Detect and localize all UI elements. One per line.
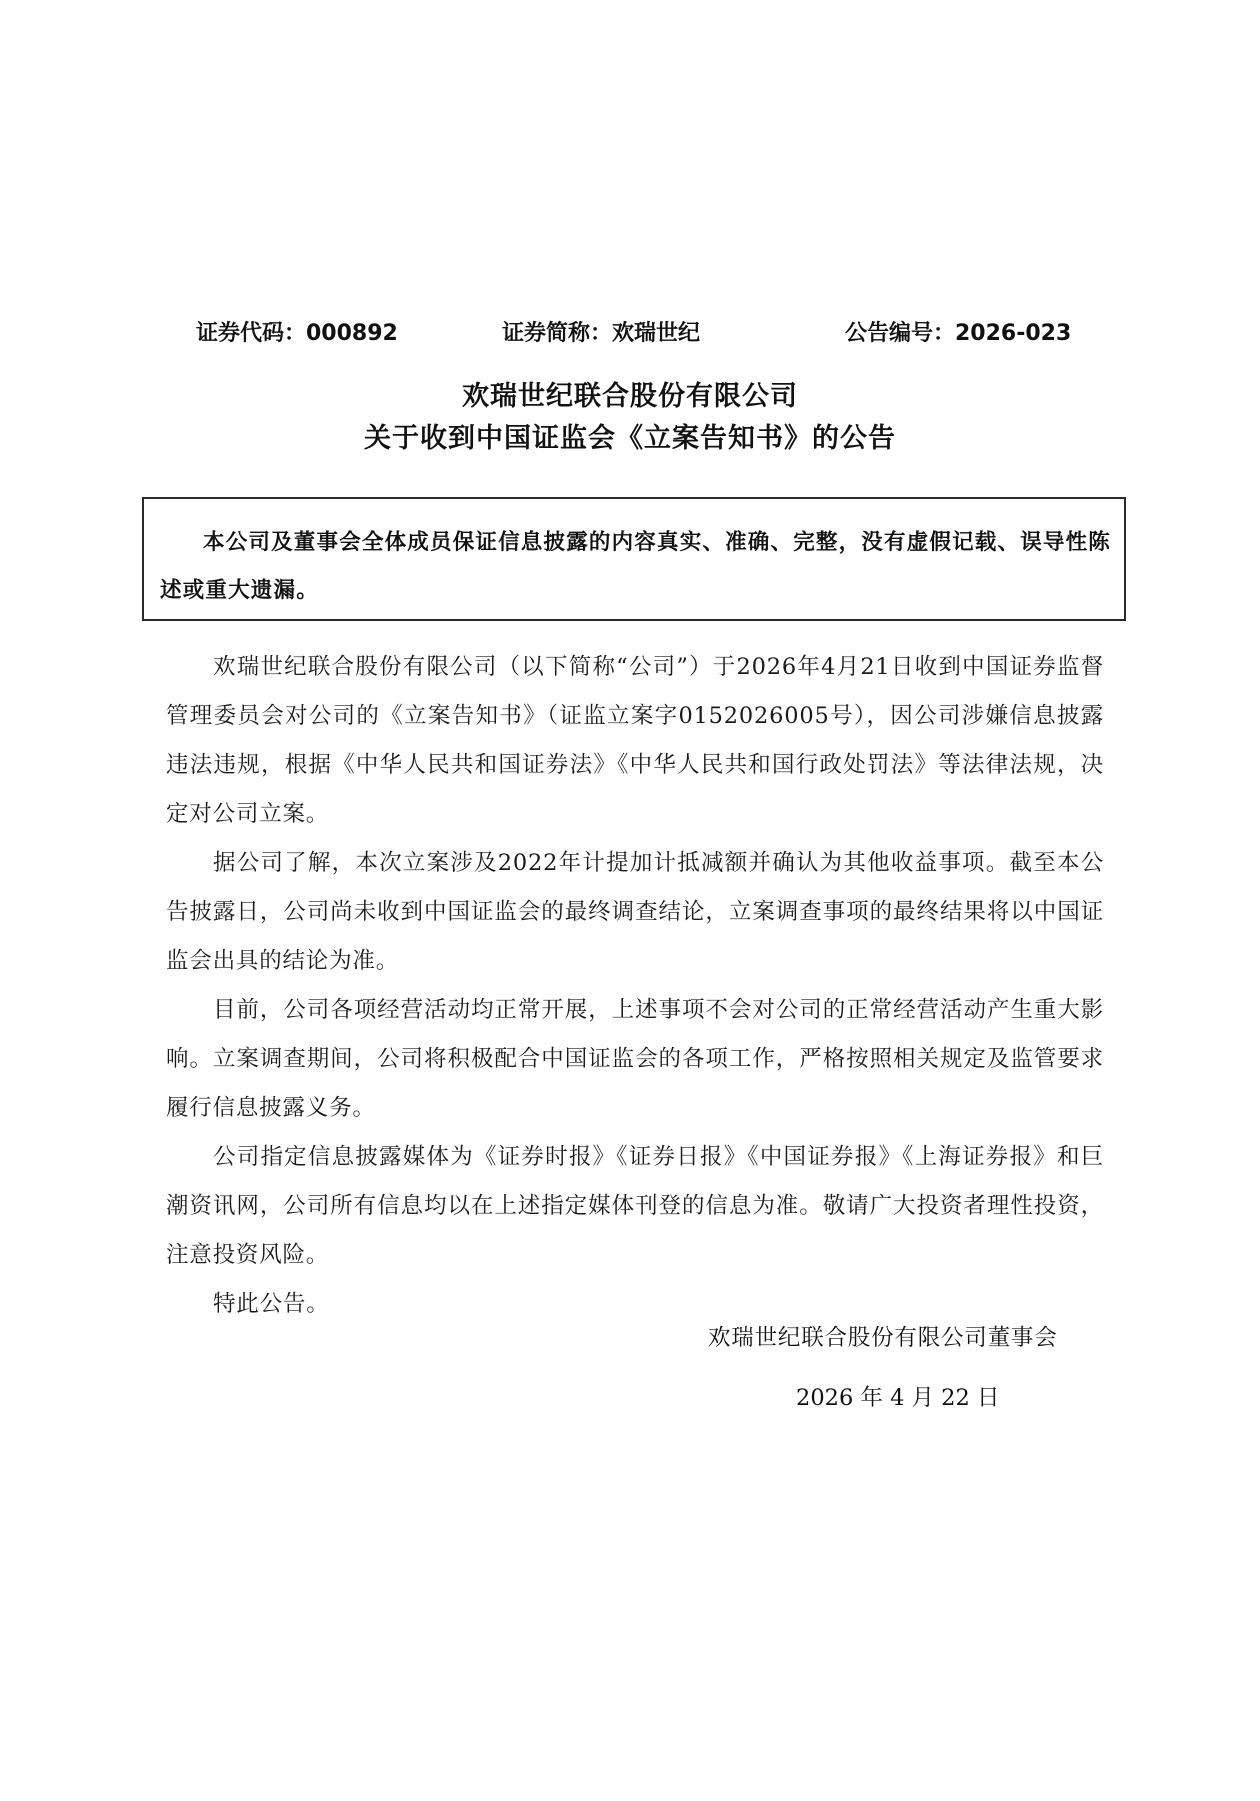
announcement-meta (0, 316, 1260, 352)
closing-statement: 特此公告。 (213, 1291, 330, 1317)
announcement-body (166, 643, 1104, 1329)
securities-abbreviation: 证券简称：欢瑞世纪 (502, 321, 701, 346)
body-paragraph: 据公司了解，本次立案涉及2022年计提加计抵减额并确认为其他收益事项。截至本公告披露日，公司尚未收到中国证监会的最终调查结论，立案调查事项的最终结果将以中国证监会出具的结论为准。 (166, 850, 1104, 974)
board-guarantee-notice (142, 497, 1126, 621)
body-paragraph: 欢瑞世纪联合股份有限公司（以下简称“公司”）于2026年4月21日收到中国证券监督管理委员会对公司的《立案告知书》（证监立案字0152026005号），因公司涉嫌信息披露违法违规，根据《中华人民共和国证券法》《中华人民共和国行政处罚法》等法律法规，决定对公司立案。 (166, 654, 1104, 827)
body-paragraph: 目前，公司各项经营活动均正常开展，上述事项不会对公司的正常经营活动产生重大影响。立案调查期间，公司将积极配合中国证监会的各项工作，严格按照相关规定及监管要求履行信息披露义务。 (166, 997, 1104, 1121)
securities-code: 证券代码：000892 (196, 321, 398, 346)
company-title: 欢瑞世纪联合股份有限公司 (462, 381, 798, 412)
announcement-number: 公告编号：2026-023 (845, 321, 1072, 346)
signature-company: 欢瑞世纪联合股份有限公司董事会 (708, 1325, 1058, 1351)
signature-date: 2026 年 4 月 22 日 (796, 1385, 1000, 1411)
body-paragraph: 公司指定信息披露媒体为《证券时报》《证券日报》《中国证券报》《上海证券报》和巨潮资讯网，公司所有信息均以在上述指定媒体刊登的信息为准。敬请广大投资者理性投资，注意投资风险。 (166, 1144, 1104, 1268)
notice-text: 本公司及董事会全体成员保证信息披露的内容真实、准确、完整，没有虚假记载、误导性陈述或重大遗漏。 (160, 530, 1112, 603)
announcement-title: 关于收到中国证监会《立案告知书》的公告 (364, 423, 896, 454)
